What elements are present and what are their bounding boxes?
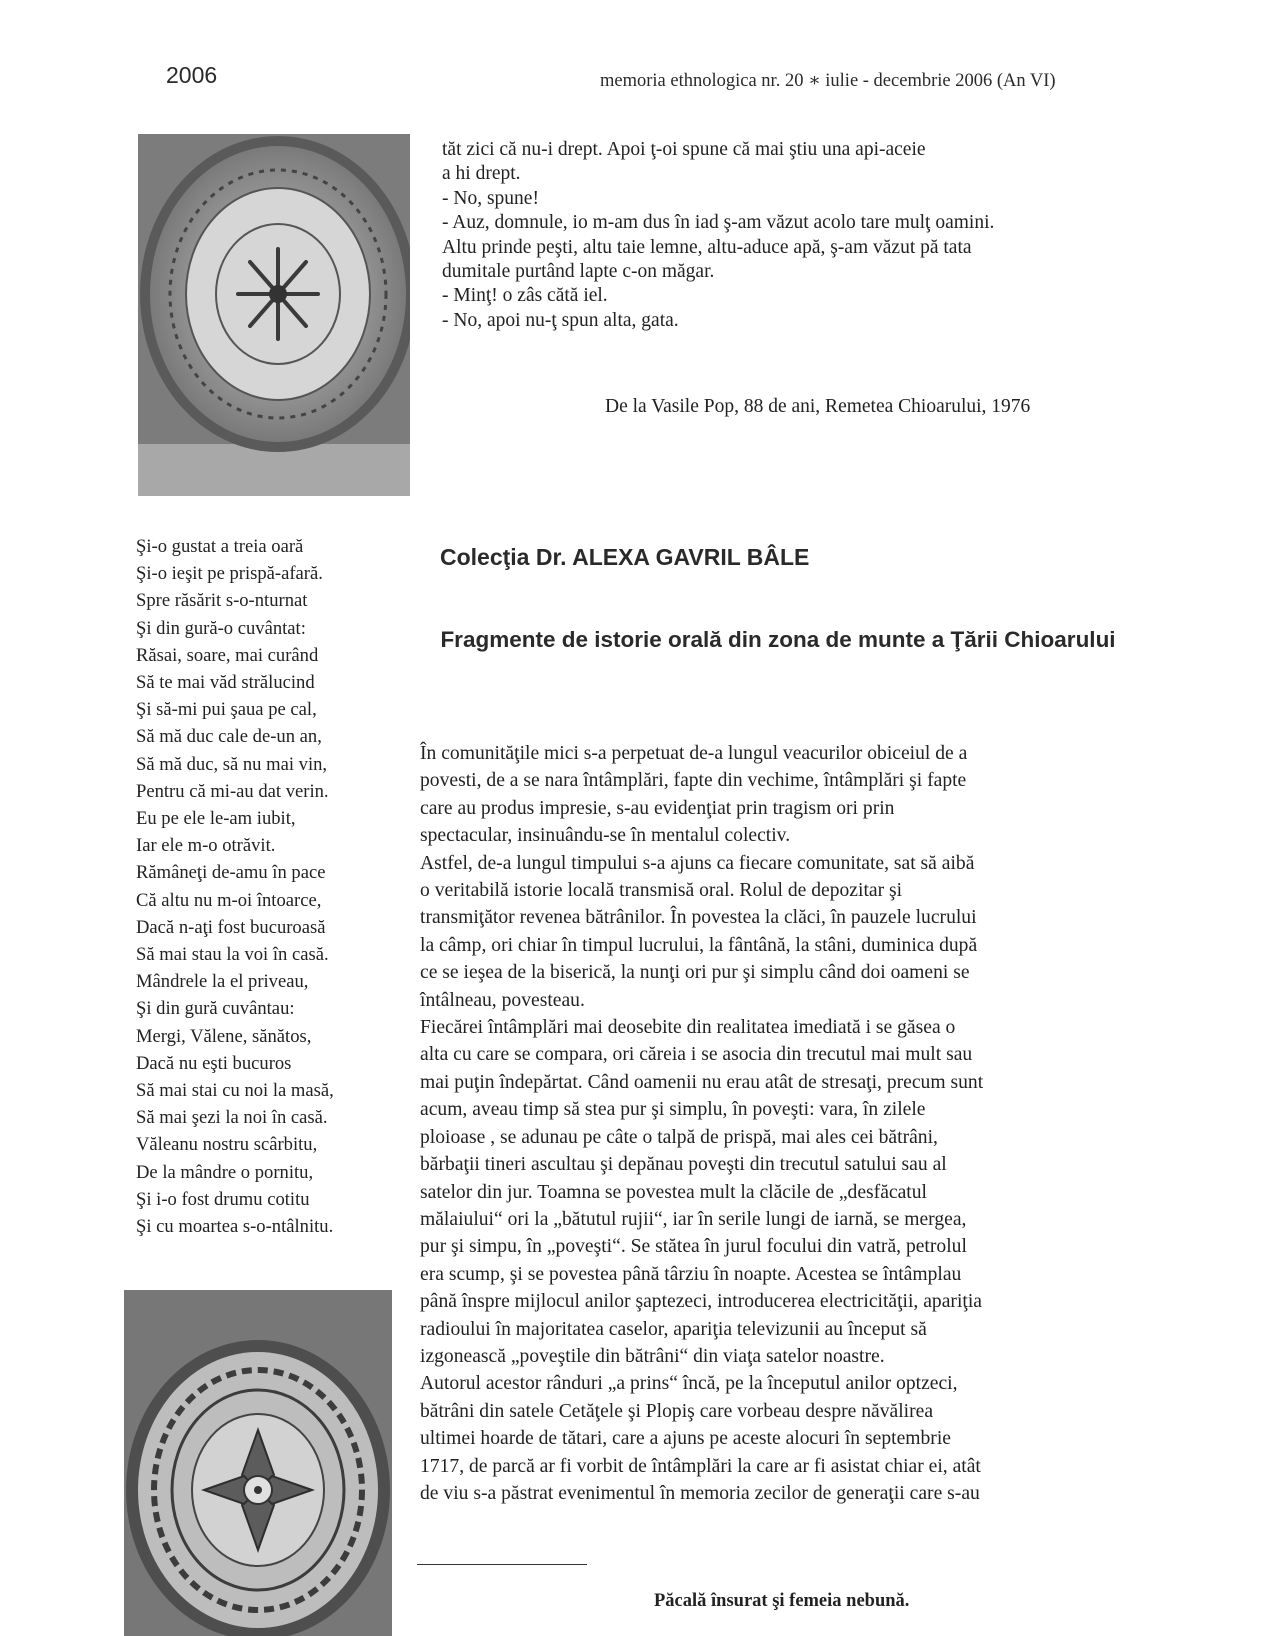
body-line: spectacular, insinuându-se în mentalul colectiv. (420, 825, 791, 847)
poem-line: Spre răsărit s-o-nturnat (136, 590, 308, 612)
poem-line: Dacă n-aţi fost bucuroasă (136, 916, 326, 938)
body-line: radioului în majoritatea caselor, apariţia televizunii au început să (420, 1318, 927, 1340)
poem-line: Rămâneţi de-amu în pace (136, 862, 326, 884)
body-line: povesti, de a se nara întâmplări, fapte din vechime, întâmplări şi fapte (420, 770, 967, 792)
text-line: Altu prinde peşti, altu taie lemne, altu-aduce apă, ş-am văzut pă tata (442, 236, 972, 258)
body-line: transmiţător revenea bătrânilor. În povestea la clăci, în pauzele lucrului (420, 907, 977, 929)
poem-line: Că altu nu m-oi întoarce, (136, 889, 322, 911)
next-section-title: Păcală însurat şi femeia nebună. (654, 1591, 910, 1611)
body-line: ce se ieşea de la biserică, la nunţi ori pur şi simplu când doi oameni se (420, 962, 970, 984)
body-line: acum, aveau timp să stea pur şi simplu, în poveşti: vara, în zilele (420, 1099, 926, 1121)
body-line: ultimei hoarde de tătari, care a ajuns pe aceste alocuri în septembrie (420, 1428, 951, 1450)
poem-line: Şi-o gustat a treia oară (136, 536, 304, 557)
body-line: la câmp, ori chiar în timpul lucrului, la fântână, la stâni, duminica după (420, 934, 978, 956)
poem-line: Să te mai văd strălucind (136, 672, 315, 694)
body-line: satelor din jur. Toamna se povestea mult la clăcile de „desfăcatul (420, 1181, 927, 1203)
footnote-divider (417, 1564, 587, 1565)
poem-line: Să mă duc cale de-un an, (136, 726, 322, 748)
body-line: până înspre mijlocul anilor şaptezeci, introducerea electricităţii, apariţia (420, 1291, 982, 1313)
text-line: - Auz, domnule, io m-am dus în iad ş-am văzut acolo tare mulţ oamini. (442, 212, 995, 234)
body-line: bătrâni din satele Cetăţele şi Plopiş care vorbeau despre năvălirea (420, 1400, 934, 1422)
poem-line: Eu pe ele le-am iubit, (136, 808, 296, 830)
body-line: era scump, şi se povestea până târziu în noapte. Acestea se întâmplau (420, 1263, 962, 1285)
poem-line: Şi să-mi pui şaua pe cal, (136, 699, 317, 721)
plate-photo-bottom (124, 1290, 392, 1636)
poem-line: Dacă nu eşti bucuros (136, 1052, 292, 1074)
page-year: 2006 (166, 62, 218, 88)
body-line: 1717, de parcă ar fi vorbit de întâmplări la care ar fi asistat chiar ei, atât (420, 1455, 981, 1477)
poem-line: Iar ele m-o otrăvit. (136, 835, 276, 857)
poem-line: Mergi, Vălene, sănătos, (136, 1025, 312, 1047)
journal-header: memoria ethnologica nr. 20 ∗ iulie - decembrie 2006 (An VI) (600, 71, 1056, 91)
body-line: Autorul acestor rânduri „a prins“ încă, pe la începutul anilor optzeci, (420, 1373, 958, 1395)
body-line: întâlneau, povesteau. (420, 989, 585, 1011)
body-line: ploioase , se adunau pe câte o talpă de prispă, mai ales cei bătrâni, (420, 1126, 938, 1148)
poem-line: Şi-o ieşit pe prispă-afară. (136, 563, 323, 585)
body-line: izgonească „poveştile din bătrâni“ din viaţa satelor noastre. (420, 1345, 885, 1367)
body-line: o veritabilă istorie locală transmisă oral. Rolul de depozitar şi (420, 880, 903, 902)
body-line: bărbaţii tineri ascultau şi depănau poveşti din trecutul satului sau al (420, 1154, 947, 1176)
poem-line: Şi i-o fost drumu cotitu (136, 1188, 310, 1210)
body-line: mai puţin îndepărtat. Când oamenii nu erau atât de stresaţi, precum sunt (420, 1071, 984, 1093)
plate-photo-top (138, 134, 410, 496)
poem-line: Să mai stai cu noi la masă, (136, 1080, 334, 1102)
text-line: - No, spune! (442, 187, 539, 209)
poem-line: Să mai stau la voi în casă. (136, 944, 329, 966)
body-line: În comunităţile mici s-a perpetuat de-a lungul veacurilor obiceiul de a (420, 743, 968, 764)
text-line: tăt zici că nu-i drept. Apoi ţ-oi spune că mai ştiu una api-aceie (442, 139, 926, 160)
collection-heading: Colecţia Dr. ALEXA GAVRIL BÂLE (440, 544, 810, 570)
poem-line: Şi din gură cuvântau: (136, 998, 295, 1020)
text-line: a hi drept. (442, 163, 521, 185)
body-line: care au produs impresie, s-au evidenţiat prin tragism ori prin (420, 797, 895, 819)
poem-line: Să mai şezi la noi în casă. (136, 1107, 328, 1129)
poem-line: Pentru că mi-au dat verin. (136, 780, 329, 802)
source-attribution: De la Vasile Pop, 88 de ani, Remetea Chioarului, 1976 (605, 396, 1031, 417)
body-line: Fiecărei întâmplări mai deosebite din realitatea imediată i se găsea o (420, 1017, 956, 1039)
poem-line: Văleanu nostru scârbitu, (136, 1134, 318, 1156)
poem-line: De la mândre o pornitu, (136, 1161, 314, 1183)
text-line: dumitale purtând lapte c-on măgar. (442, 261, 715, 283)
body-line: pur şi simpu, în „poveşti“. Se stătea în jurul focului din vatră, petrolul (420, 1236, 967, 1258)
body-line: Astfel, de-a lungul timpului s-a ajuns ca fiecare comunitate, sat să aibă (420, 852, 975, 874)
poem-line: Mândrele la el priveau, (136, 971, 309, 993)
body-line: mălaiului“ ori la „bătutul rujii“, iar în serile lungi de iarnă, se mergea, (420, 1208, 967, 1230)
text-line: - Minţ! o zâs cătă iel. (442, 285, 608, 307)
poem-line: Şi din gură-o cuvântat: (136, 617, 306, 639)
body-line: de viu s-a păstrat evenimentul în memoria zecilor de generaţii care s-au (420, 1482, 980, 1504)
poem-line: Răsai, soare, mai curând (136, 644, 319, 666)
poem-line: Şi cu moartea s-o-ntâlnitu. (136, 1216, 334, 1238)
text-line: - No, apoi nu-ţ spun alta, gata. (442, 309, 679, 331)
poem (136, 533, 406, 1240)
top-dialogue (442, 138, 1142, 333)
article-body (420, 740, 1120, 1507)
poem-line: Să mă duc, să nu mai vin, (136, 753, 328, 775)
article-title: Fragmente de istorie orală din zona de munte a Ţării Chioarului (440, 627, 1116, 652)
body-line: alta cu care se compara, ori căreia i se asocia din trecutul mai mult sau (420, 1044, 973, 1066)
